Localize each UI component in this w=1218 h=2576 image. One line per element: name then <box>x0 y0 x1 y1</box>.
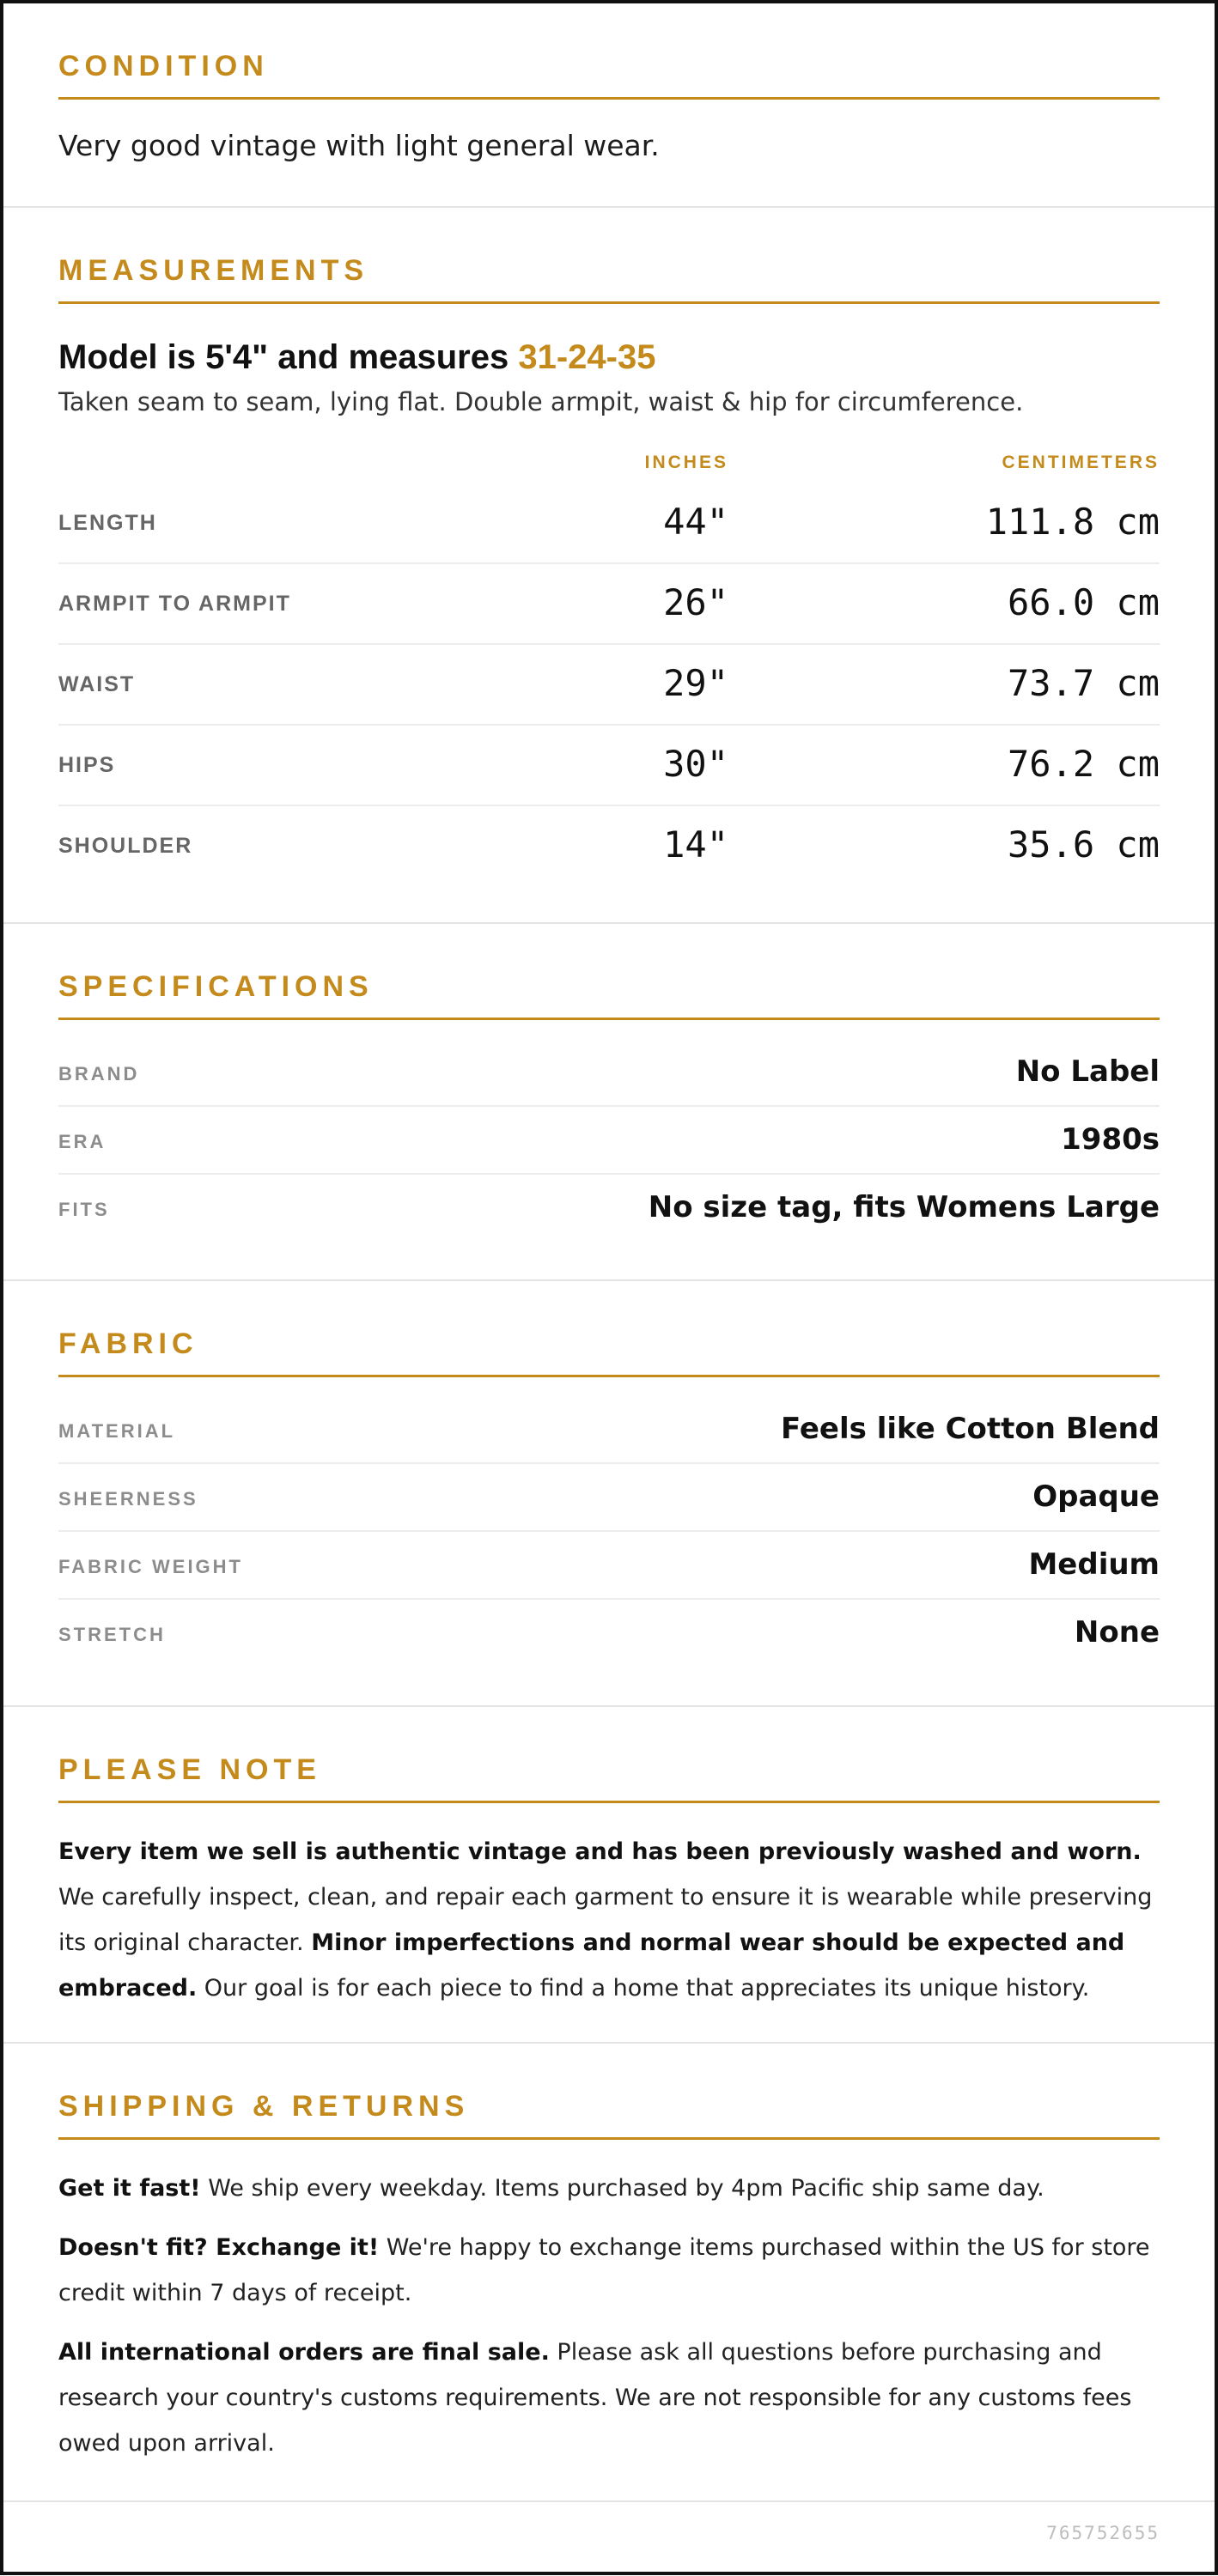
measurement-inches: 30" <box>663 743 728 785</box>
shipping-text-2: We're happy to exchange items purchased within the US for store credit within 7 days of receipt. <box>58 2234 1150 2306</box>
shipping-bold-3: All international orders are final sale. <box>58 2339 550 2366</box>
measurement-row <box>58 483 1160 564</box>
specifications-list <box>58 1039 1160 1242</box>
measurement-cm: 66.0 cm <box>1007 581 1160 623</box>
please-note-section <box>3 1707 1215 2044</box>
shipping-paragraph-exchange <box>58 2225 1160 2316</box>
fabric-row <box>58 1396 1160 1464</box>
fabric-list <box>58 1396 1160 1668</box>
fabric-value: Opaque <box>1032 1479 1160 1514</box>
measurement-inches: 14" <box>663 823 728 866</box>
shipping-text-3: Please ask all questions before purchasing and research your country's customs requirements. We are not responsible for any customs fees owed upon arrival. <box>58 2339 1132 2457</box>
measurements-heading: MEASUREMENTS <box>58 254 1160 304</box>
spec-value: No size tag, fits Womens Large <box>648 1190 1160 1224</box>
measurement-label: HIPS <box>58 753 116 777</box>
fabric-row <box>58 1532 1160 1600</box>
measurement-inches: 44" <box>663 501 728 543</box>
fabric-heading: FABRIC <box>58 1327 1160 1377</box>
fabric-key: FABRIC WEIGHT <box>58 1556 243 1577</box>
shipping-text-1: We ship every weekday. Items purchased by 4pm Pacific ship same day. <box>200 2175 1044 2202</box>
sku-number: 765752655 <box>1046 2523 1160 2543</box>
spec-row <box>58 1039 1160 1107</box>
measurement-cm: 35.6 cm <box>1007 823 1160 866</box>
fabric-value: Feels like Cotton Blend <box>781 1412 1160 1446</box>
shipping-paragraph-fast <box>58 2166 1160 2211</box>
shipping-returns-section <box>3 2044 1215 2502</box>
measurements-table <box>58 483 1160 887</box>
measurement-label: SHOULDER <box>58 834 193 858</box>
measurement-row <box>58 806 1160 887</box>
note-text-2: Our goal is for each piece to find a home that appreciates its unique history. <box>197 1975 1090 2002</box>
measurement-cm: 76.2 cm <box>1007 743 1160 785</box>
measurement-inches: 29" <box>663 662 728 704</box>
shipping-paragraph-international <box>58 2330 1160 2466</box>
spec-row <box>58 1175 1160 1242</box>
model-prefix: Model is 5'4" and measures <box>58 338 519 376</box>
fabric-row <box>58 1464 1160 1532</box>
shipping-bold-1: Get it fast! <box>58 2175 201 2202</box>
spec-key: ERA <box>58 1131 107 1152</box>
measurement-row <box>58 645 1160 726</box>
footer <box>3 2502 1215 2576</box>
measurement-label: LENGTH <box>58 511 157 535</box>
measurement-label: ARMPIT TO ARMPIT <box>58 592 291 616</box>
centimeters-column-header: CENTIMETERS <box>1002 453 1160 472</box>
spec-value: 1980s <box>1061 1122 1160 1157</box>
measurement-row <box>58 726 1160 806</box>
note-text-1: We carefully inspect, clean, and repair each garment to ensure it is wearable while preserving its original character. <box>58 1884 1153 1956</box>
spec-key: FITS <box>58 1199 110 1220</box>
note-bold-2: Minor imperfections and normal wear should be expected and embraced. <box>58 1929 1125 2002</box>
shipping-bold-2: Doesn't fit? Exchange it! <box>58 2234 380 2261</box>
fabric-section <box>3 1281 1215 1707</box>
inches-column-header: INCHES <box>644 453 728 472</box>
note-bold-1: Every item we sell is authentic vintage and has been previously washed and worn. <box>58 1838 1142 1865</box>
condition-heading: CONDITION <box>58 50 1160 100</box>
please-note-heading: PLEASE NOTE <box>58 1753 1160 1803</box>
fabric-key: SHEERNESS <box>58 1488 198 1510</box>
spec-row <box>58 1107 1160 1175</box>
measurement-cm: 111.8 cm <box>985 501 1160 543</box>
fabric-value: None <box>1074 1615 1160 1649</box>
fabric-row <box>58 1600 1160 1668</box>
measurement-row <box>58 564 1160 645</box>
please-note-text <box>58 1829 1160 2011</box>
measurements-column-headers <box>58 434 1160 483</box>
condition-text: Very good vintage with light general wear. <box>58 129 660 162</box>
specifications-section <box>3 924 1215 1281</box>
spec-key: BRAND <box>58 1063 140 1084</box>
shipping-heading: SHIPPING & RETURNS <box>58 2090 1160 2140</box>
spec-value: No Label <box>1015 1054 1160 1089</box>
model-measures-value: 31-24-35 <box>518 338 656 376</box>
fabric-value: Medium <box>1028 1547 1160 1582</box>
measurement-inches: 26" <box>663 581 728 623</box>
fabric-key: STRETCH <box>58 1624 166 1645</box>
condition-section <box>3 3 1215 208</box>
measurements-section <box>3 208 1215 924</box>
measurement-cm: 73.7 cm <box>1007 662 1160 704</box>
specifications-heading: SPECIFICATIONS <box>58 970 1160 1020</box>
measurement-label: WAIST <box>58 672 136 696</box>
model-measures-line <box>58 338 1160 377</box>
fabric-key: MATERIAL <box>58 1420 176 1442</box>
measurements-subtitle: Taken seam to seam, lying flat. Double armpit, waist & hip for circumference. <box>58 387 1024 416</box>
